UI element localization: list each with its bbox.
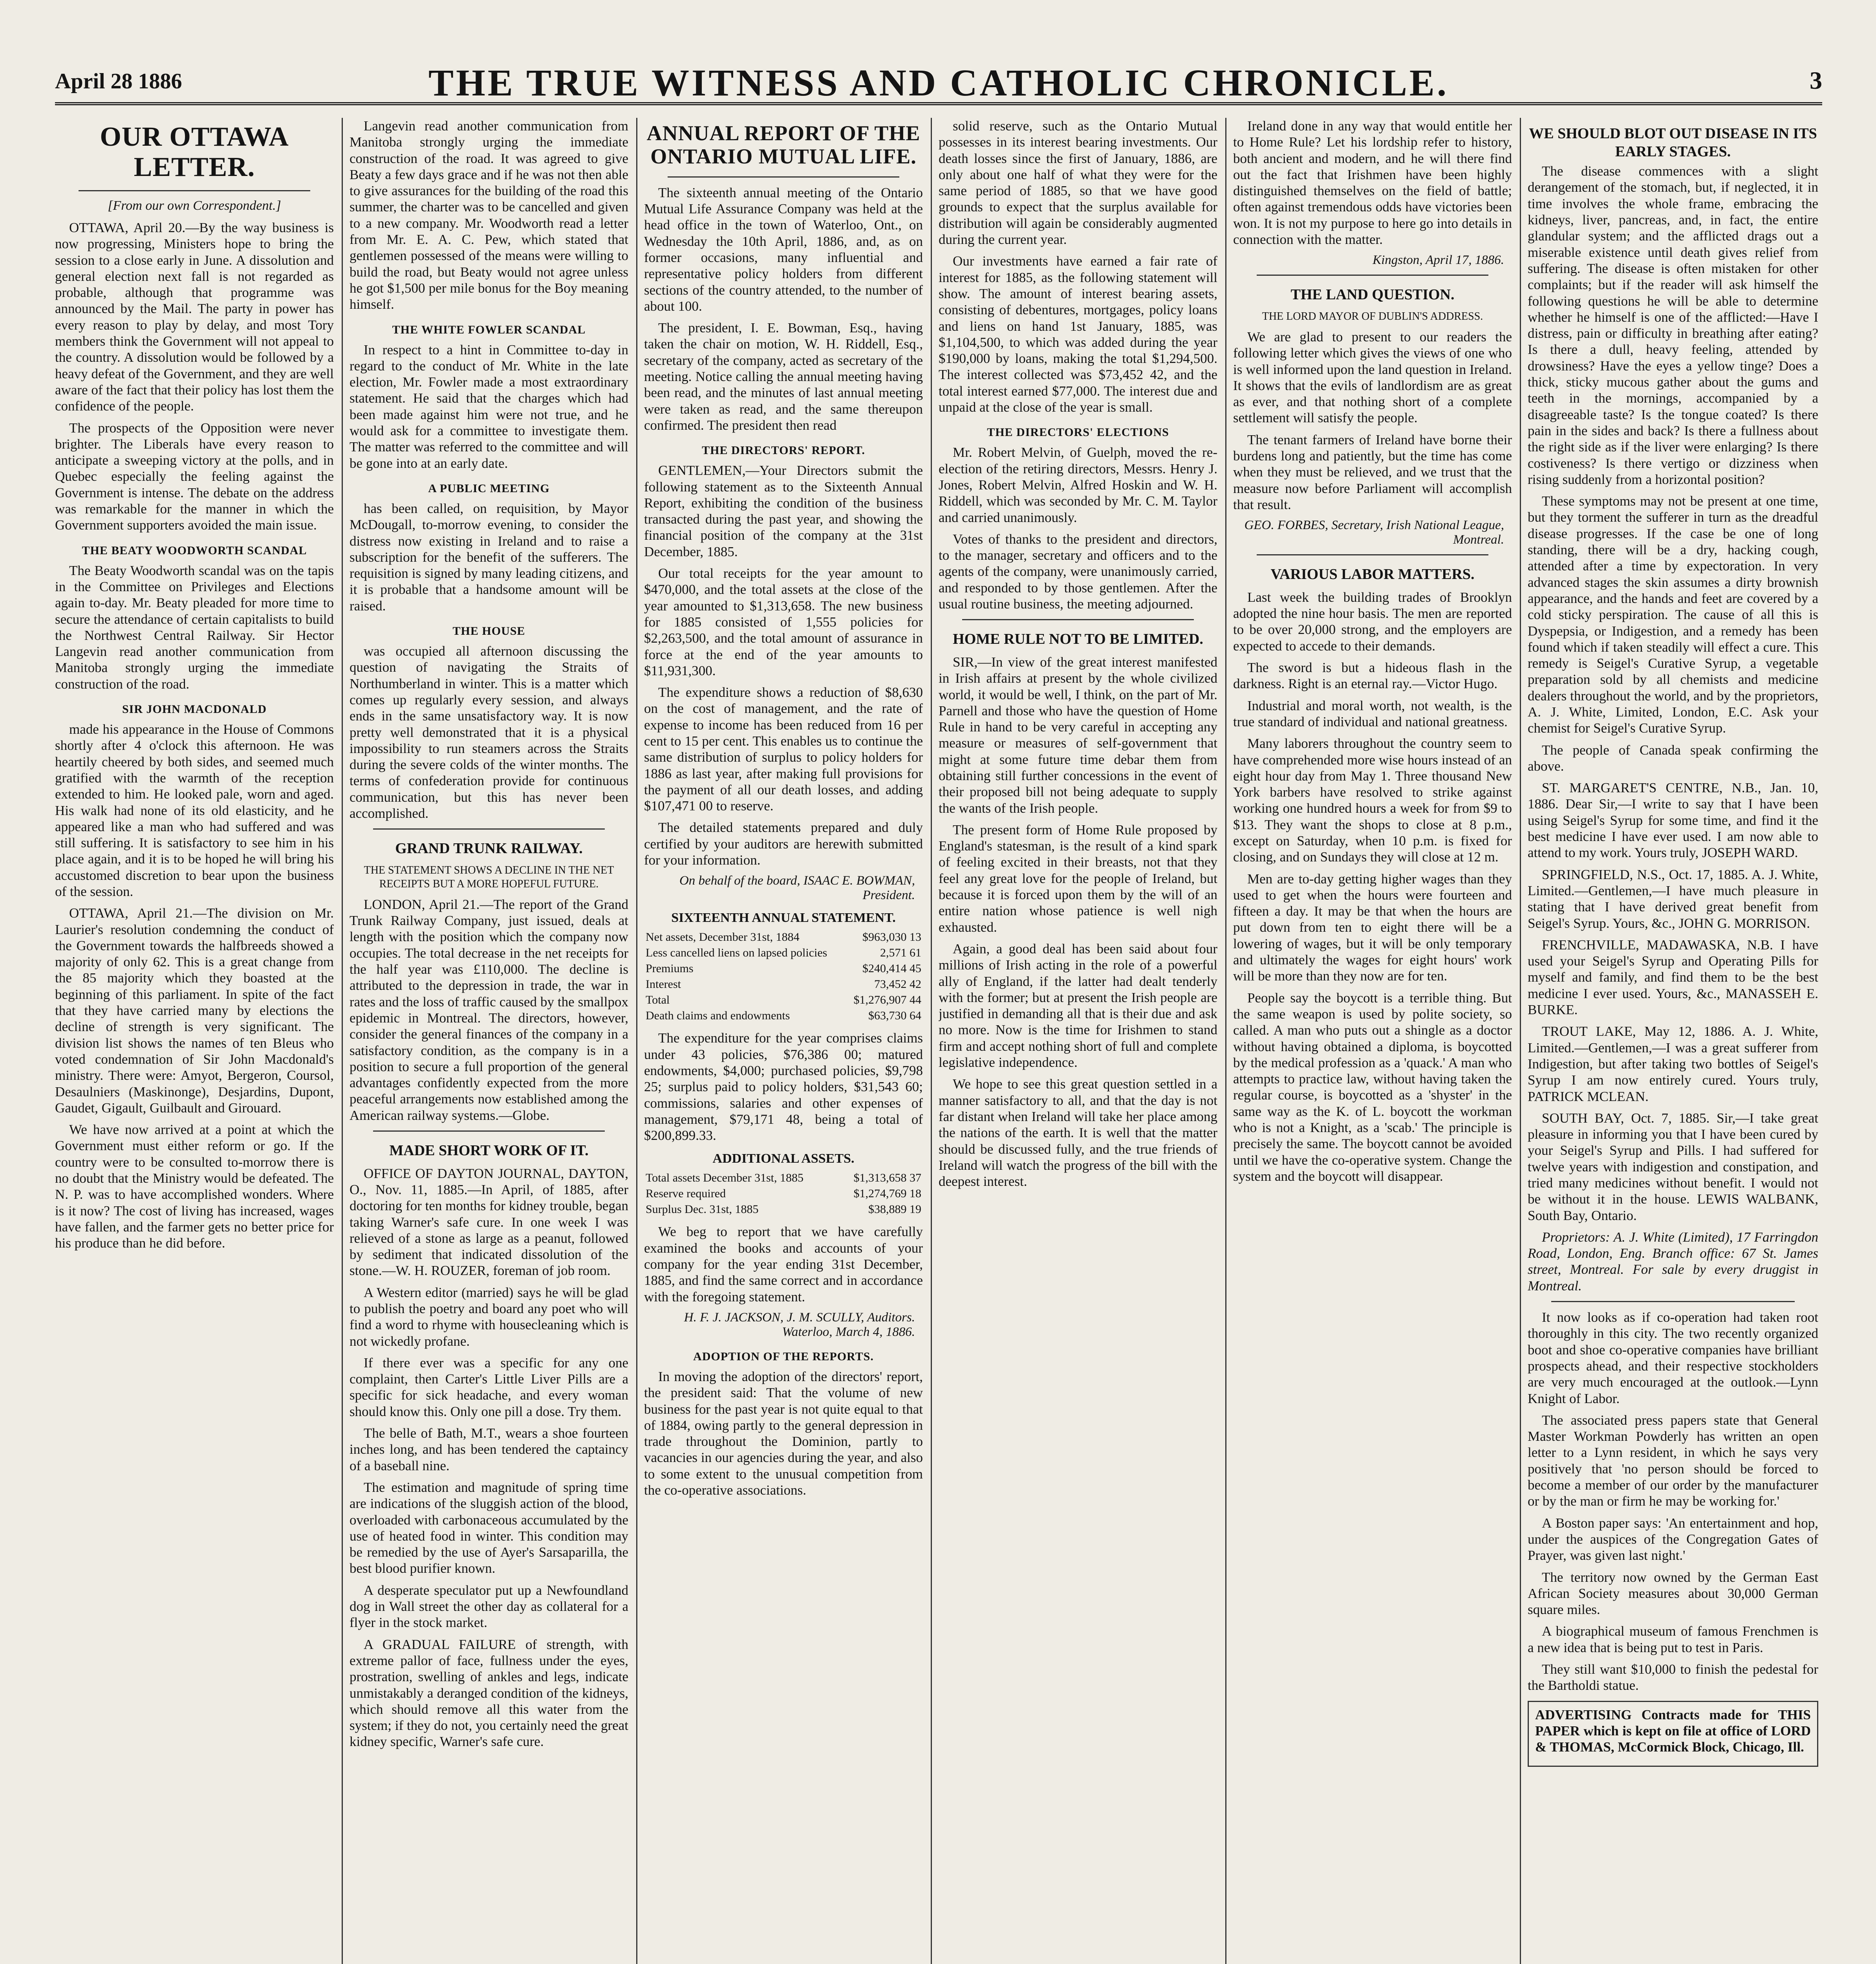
article-paragraph: Mr. Robert Melvin, of Guelph, moved the re-election of the retiring directors, Messrs. Henry J. Jones, Robert Melvin, Alfred Hoskin and W. H. Riddell, which was seconded by Mr. C. M. Taylor and carried unanimously. — [939, 445, 1217, 525]
news-item: The associated press papers state that General Master Workman Powderly has written an open letter to a Lynn resident, in which he says very positively that 'no person should be forced to become a member of our order by the manufacturer or by the man or firm he may be working for.' — [1528, 1412, 1818, 1509]
table-row — [644, 945, 923, 961]
statement-heading: SIXTEENTH ANNUAL STATEMENT. — [671, 911, 896, 925]
article-paragraph: Industrial and moral worth, not wealth, is the true standard of individual and national greatness. — [1233, 698, 1512, 729]
column-6 — [1528, 118, 1818, 1964]
masthead — [55, 59, 1822, 105]
article-paragraph: The expenditure shows a reduction of $8,630 on the cost of management, and the rate of expense to income has been reduced from 16 per cent to 15 per cent. This enables us to continue the same distribution of surplus to policy holders for 1886 as last year, after making full provisions for the payment of all our death losses, and adding $107,471 00 to reserve. — [644, 685, 923, 814]
article-headline: GRAND TRUNK RAILWAY. — [395, 840, 583, 857]
article-paragraph: The prospects of the Opposition were never brighter. The Liberals have every reason to anticipate a sweeping victory at the polls, and in Quebec especially the feeling against the Government is intense. The debate on the address was remarkable for the manner in which the Government supporters avoided the main issue. — [55, 420, 334, 533]
column-rule — [342, 118, 343, 1964]
assets-table — [644, 1170, 923, 1217]
article-paragraph: The sixteenth annual meeting of the Ontario Mutual Life Assurance Company was held at the head office in the town of Waterloo, Ont., on Wednesday the 10th April, 1886, and, as on former occasions, many influential and representative policy holders from different sections of the country attended, to the number of about 100. — [644, 185, 923, 314]
article-headline: HOME RULE NOT TO BE LIMITED. — [953, 631, 1203, 648]
article-paragraph: Our total receipts for the year amount to $470,000, and the total assets at the close of the year amounted to $1,313,658. The new business for 1885 consisted of 1,555 policies for $2,263,500, and the total amount of assurance in force at the end of the year amounts to $11,931,300. — [644, 566, 923, 678]
article-paragraph: If there ever was a specific for any one complaint, then Carter's Little Liver Pills are a specific for sick headache, and every woman should know this. Only one pill a dose. Try them. — [350, 1355, 628, 1419]
divider — [373, 828, 605, 830]
row-amount: $1,313,658 37 — [853, 1171, 921, 1185]
article-paragraph: The Beaty Woodworth scandal was on the tapis in the Committee on Privileges and Elections again to-day. Mr. Beaty pleaded for more time to secure the attendance of certain capitalists to build the Northwest Central Railway. Sir Hector Langevin read another communication from Manitoba strongly urging the immediate construction of the road. — [55, 562, 334, 692]
article-paragraph: We have now arrived at a point at which the Government must either reform or go. If the country were to be consulted to-morrow there is no doubt that the Ministry would be defeated. The N. P. was to have accomplished wonders. Where is it now? The cost of living has increased, wages have fallen, and the farmer gets no better price for his produce than he did before. — [55, 1122, 334, 1251]
column-5 — [1233, 118, 1512, 1964]
article-paragraph: The president, I. E. Bowman, Esq., having taken the chair on motion, W. H. Riddell, Esq., secretary of the company, acted as secretary of the meeting. Notice calling the annual meeting having been read, and the minutes of last annual meeting were taken as read, and the same thereupon confirmed. The president then read — [644, 320, 923, 433]
column-4 — [939, 118, 1217, 1964]
proprietors-notice: Proprietors: A. J. White (Limited), 17 Farringdon Road, London, Eng. Branch office: 67 St. James street, Montreal. For sale by every druggist in Montreal. — [1528, 1229, 1818, 1293]
divider — [1551, 1301, 1795, 1302]
article-paragraph: We hope to see this great question settled in a manner satisfactory to all, and that the day is not far distant when Ireland will take her place among the nations of the earth. It is well that the matter should be discussed fully, and the true friends of Ireland will watch the progress of the bill with the deepest interest. — [939, 1076, 1217, 1189]
testimonial: TROUT LAKE, May 12, 1886. A. J. White, Limited.—Gentlemen,—I was a great sufferer from Indigestion, but after taking two bottles of Seigel's Syrup I am now entirely cured. Yours truly, PATRICK MCLEAN. — [1528, 1024, 1818, 1104]
issue-date: April 28 1886 — [55, 69, 182, 93]
article-paragraph: The present form of Home Rule proposed by England's statesman, is the result of a kind spark of feeling excited in their breasts, not that they feel any great love for the people of Ireland, but because it is forced upon them by the will of an entire nation whose patience is well nigh exhausted. — [939, 822, 1217, 935]
section-subhead: THE HOUSE — [452, 625, 525, 638]
section-subhead: A PUBLIC MEETING — [428, 482, 550, 495]
article-paragraph: has been called, on requisition, by Mayor McDougall, to-morrow evening, to consider the distress now existing in Ireland and to raise a subscription for the benefit of the sufferers. The requisition is signed by many leading citizens, and it is probable that a handsome amount will be raised. — [350, 500, 628, 614]
article-headline: OUR OTTAWA LETTER. — [100, 122, 289, 182]
news-item: They still want $10,000 to finish the pedestal for the Bartholdi statue. — [1528, 1662, 1818, 1693]
table-row — [644, 992, 923, 1008]
article-paragraph: The detailed statements prepared and duly certified by your auditors are herewith submitted for your information. — [644, 820, 923, 868]
row-amount: $63,730 64 — [868, 1009, 921, 1022]
section-subhead: ADOPTION OF THE REPORTS. — [693, 1350, 874, 1363]
news-item: A biographical museum of famous Frenchmen is a new idea that is being put to test in Paris. — [1528, 1623, 1818, 1655]
article-paragraph: was occupied all afternoon discussing the question of navigating the Straits of Northumberland in winter. This is a matter which comes up regularly every session, and always ends in the same unsatisfactory way. It is now pretty well demonstrated that it is a physical impossibility to run steamers across the Straits during the severe colds of the winter months. The terms of confederation provide for continuous communication, but this has never been accomplished. — [350, 643, 628, 821]
article-paragraph: In moving the adoption of the directors' report, the president said: That the volume of new business for the past year is not quite equal to that of 1884, owing partly to the general depression in trade throughout the Dominion, partly to vacancies in our agencies during the year, and also to some extent to the unusual competition from the co-operative associations. — [644, 1369, 923, 1498]
column-3 — [644, 118, 923, 1964]
advertising-notice — [1528, 1701, 1818, 1767]
column-rule — [1225, 118, 1226, 1964]
newspaper-title: THE TRUE WITNESS AND CATHOLIC CHRONICLE. — [428, 62, 1449, 104]
table-row — [644, 1170, 923, 1186]
auditors-signoff: H. F. J. JACKSON, J. M. SCULLY, Auditors. Waterloo, March 4, 1886. — [684, 1310, 915, 1339]
column-2 — [350, 118, 628, 1964]
table-row — [644, 929, 923, 945]
testimonial: SPRINGFIELD, N.S., Oct. 17, 1885. A. J. White, Limited.—Gentlemen,—I have much pleasure in stating that I have derived great benefit from Seigel's Syrup. Yours, &c., JOHN G. MORRISON. — [1528, 867, 1818, 931]
page-number: 3 — [1810, 66, 1822, 94]
advertisement-body: These symptoms may not be present at one time, but they torment the sufferer in turn as the dreadful disease progresses. If the case be one of long standing, there will be a dry, hacking cough, attended after a time by expectoration. In very advanced stages the skin assumes a dirty brownish appearance, and the hands and feet are covered by a cold sticky perspiration. The cause of all this is Dyspepsia, or Indigestion, and a remedy has been found which if taken steadily will effect a cure. This remedy is Seigel's Curative Syrup, a vegetable preparation sold by all chemists and medicine dealers throughout the world, and by the proprietors, A. J. White, Limited, London, E.C. Ask your chemist for Seigel's Curative Syrup. — [1528, 493, 1818, 736]
table-row — [644, 1008, 923, 1024]
advertisement-body: The people of Canada speak confirming the above. — [1528, 742, 1818, 774]
row-label: Reserve required — [646, 1187, 726, 1200]
row-label: Total assets December 31st, 1885 — [646, 1171, 803, 1185]
article-paragraph: solid reserve, such as the Ontario Mutual possesses in its interest bearing investments. Our death losses since the first of January, 1886, are only about one half of what they were for the same period of 1885, so that we have good grounds to expect that the surplus available for distribution will again be considerably augmented during the current year. — [939, 118, 1217, 247]
column-rule — [636, 118, 637, 1964]
advertisement-body: The disease commences with a slight derangement of the stomach, but, if neglected, it in time involves the whole frame, embracing the kidneys, liver, pancreas, and, in fact, the entire glandular system; and the afflicted drags out a miserable existence until death gives relief from suffering. The disease is often mistaken for other complaints; but if the reader will ask himself the following questions he will be able to determine whether he himself is one of the afflicted:—Have I distress, pain or difficulty in breathing after eating? Is there a dull, heavy feeling, attended by drowsiness? Have the eyes a yellow tinge? Does a thick, sticky mucous gather about the gums and teeth in the mornings, accompanied by a disagreeable taste? Is the tongue coated? Is there pain in the sides and back? Is there a fullness about the right side as if the liver were enlarging? Is there costiveness? Is there vertigo or dizziness when rising suddenly from a horizontal position? — [1528, 163, 1818, 487]
row-label: Net assets, December 31st, 1884 — [646, 931, 800, 944]
article-paragraph: Ireland done in any way that would entitle her to Home Rule? Let his lordship refer to history, both ancient and modern, and he will there find out the fact that Irishmen have been highly distinguished themselves on the field of battle; often against tremendous odds have victories been won. It is not my purpose to here go into details in connection with the matter. — [1233, 118, 1512, 247]
article-paragraph: The estimation and magnitude of spring time are indications of the sluggish action of the blood, overloaded with carbonaceous accumulated by the use of heated food in winter. This condition may be remedied by the use of Ayer's Sarsaparilla, the best blood purifier known. — [350, 1479, 628, 1576]
row-label: Less cancelled liens on lapsed policies — [646, 946, 827, 960]
article-paragraph: OTTAWA, April 21.—The division on Mr. Laurier's resolution condemning the conduct of the Government towards the halfbreeds showed a majority of only 62. This is a great change from the 85 majority which they boasted at the beginning of this parliament. In spite of the fact that they have carried many by elections the decline of strength is very significant. The division list shows the names of ten Bleus who voted condemnation of Sir John Macdonald's ministry. There were: Amyot, Bergeron, Coursol, Desaulniers (Maskinonge), Desjardins, Dupont, Gaudet, Gigault, Guilbault and Girouard. — [55, 905, 334, 1116]
table-row — [644, 961, 923, 977]
row-amount: $963,030 13 — [862, 931, 921, 944]
article-deck: THE LORD MAYOR OF DUBLIN'S ADDRESS. — [1262, 310, 1483, 322]
section-subhead: THE WHITE FOWLER SCANDAL — [392, 323, 586, 336]
article-paragraph: The expenditure for the year comprises claims under 43 policies, $76,386 00; matured endowments, $4,000; purchased policies, $9,798 25; surplus paid to policy holders, $31,543 60; commissions, salaries and other expenses of management, $79,171 48, being a total of $200,899.33. — [644, 1030, 923, 1143]
row-amount: 2,571 61 — [880, 946, 921, 960]
article-paragraph: Our investments have earned a fair rate of interest for 1885, as the following statement will show. The amount of interest bearing assets, consisting of debentures, mortgages, policy loans and liens on hand 1st January, 1885, was $1,104,500, to which was added during the year $190,000 by loans, making the total $1,294,500. The interest collected was $73,452 42, and the total interest earned $77,000. The interest due and unpaid at the close of the year is small. — [939, 253, 1217, 415]
article-paragraph: SIR,—In view of the great interest manifested in Irish affairs at present by the whole civilized world, it would be well, I think, on the part of Mr. Parnell and those who have the question of Home Rule in hand to be very careful in accepting any measure or measures of self-government that might at some future time debar them from obtaining still further concessions in the event of their proposed bill not being adequate to supply the wants of the Irish people. — [939, 654, 1217, 816]
article-headline: ANNUAL REPORT OF THE ONTARIO MUTUAL LIFE. — [646, 121, 921, 169]
article-paragraph: GENTLEMEN,—Your Directors submit the following statement as to the Sixteenth Annual Report, exhibiting the condition of the business transacted during the past year, and showing the financial position of the company at the 31st December, 1885. — [644, 463, 923, 559]
news-item: It now looks as if co-operation had taken root thoroughly in this city. The two recently organized boot and shoe co-operative companies have brilliant prospects ahead, and their respective stockholders are very much encouraged at the outlook.—Lynn Knight of Labor. — [1528, 1310, 1818, 1406]
news-item: The territory now owned by the German East African Society measures about 30,000 German square miles. — [1528, 1569, 1818, 1618]
row-amount: $1,276,907 44 — [853, 993, 921, 1007]
table-row — [644, 1186, 923, 1202]
testimonial: FRENCHVILLE, MADAWASKA, N.B. I have used your Seigel's Syrup and Operating Pills for myself and family, and find them to be the best medicine I ever used. Yours, &c., MANASSEH E. BURKE. — [1528, 937, 1818, 1018]
article-paragraph: OFFICE OF DAYTON JOURNAL, DAYTON, O., Nov. 11, 1885.—In April, of 1885, after doctoring for ten months for kidney trouble, began taking Warner's safe cure. In one week I was relieved of a stone as large as a peanut, followed by sediment that indicated dissolution of the stone.—W. H. ROUZER, foreman of job room. — [350, 1165, 628, 1279]
table-row — [644, 1202, 923, 1217]
row-amount: $38,889 19 — [868, 1203, 921, 1216]
financial-statement-table — [644, 929, 923, 1024]
article-deck: THE STATEMENT SHOWS A DECLINE IN THE NET RECEIPTS BUT A MORE HOPEFUL FUTURE. — [364, 864, 614, 890]
divider — [1257, 554, 1488, 555]
section-subhead: THE DIRECTORS' ELECTIONS — [987, 426, 1169, 439]
article-paragraph: A Western editor (married) says he will be glad to publish the poetry and board any poet who will find a word to rhyme with housecleaning which is not wickedly profane. — [350, 1284, 628, 1349]
row-label: Death claims and endowments — [646, 1009, 790, 1022]
column-1 — [55, 118, 334, 1964]
divider — [1257, 275, 1488, 276]
article-paragraph: Men are to-day getting higher wages than they used to get when the hours were fourteen and fifteen a day. It may be that when the hours are put down from ten to eight there will be a lowering of wages, but it will be only temporary and ultimately the wages for eight hours' work will be more than they now are for ten. — [1233, 871, 1512, 984]
divider — [668, 176, 899, 178]
column-rule — [1520, 118, 1521, 1964]
row-label: Surplus Dec. 31st, 1885 — [646, 1203, 759, 1216]
article-paragraph: Last week the building trades of Brooklyn adopted the nine hour basis. The men are reported to be over 20,000 strong, and the employers are expected to accede to their demands. — [1233, 589, 1512, 654]
row-label: Total — [646, 993, 670, 1007]
article-paragraph: The belle of Bath, M.T., wears a shoe fourteen inches long, and has been tendered the captaincy of a baseball nine. — [350, 1425, 628, 1473]
article-paragraph: People say the boycott is a terrible thing. But the same weapon is used by polite society, so called. A man who puts out a shingle as a doctor without having obtained a diploma, is boycotted by the medical profession as a 'quack.' A man who attempts to practice law, without having taken the regular course, is boycotted as a 'shyster' in the same way as the K. of L. boycott the workman who is not a Knight, as a 'scab.' The principle is precisely the same. The boycott cannot be avoided until we have the co-operative system. Change the system and the boycott will disappear. — [1233, 990, 1512, 1184]
article-paragraph: We beg to report that we have carefully examined the books and accounts of your company for the year ending 31st December, 1885, and find the same correct and in accordance with the foregoing statement. — [644, 1224, 923, 1304]
report-signoff: On behalf of the board, ISAAC E. BOWMAN, President. — [679, 874, 915, 903]
advertising-notice-text: ADVERTISING Contracts made for THIS PAPER which is kept on file at office of LORD & THOMAS, McCormick Block, Chicago, Ill. — [1535, 1707, 1811, 1755]
article-paragraph: In respect to a hint in Committee to-day in regard to the conduct of Mr. White in the late election, Mr. Fowler made a most extraordinary statement. He said that the charges which had been made against him were not true, and he would ask for a committee to investigate them. The matter was referred to the committee and will be gone into at an early date. — [350, 342, 628, 471]
article-paragraph: Votes of thanks to the president and directors, to the manager, secretary and officers and to the agents of the company, were unanimously carried, and responded to by those gentlemen. After the usual routine business, the meeting adjourned. — [939, 531, 1217, 612]
table-row — [644, 977, 923, 992]
letter-signoff: GEO. FORBES, Secretary, Irish National League, Montreal. — [1244, 518, 1504, 547]
divider — [79, 190, 310, 191]
article-paragraph: We are glad to present to our readers the following letter which gives the views of one who is well informed upon the land question in Ireland. It shows that the evils of landlordism are as great as ever, and that nothing short of a complete settlement will satisfy the people. — [1233, 329, 1512, 426]
article-paragraph: OTTAWA, April 20.—By the way business is now progressing, Ministers hope to bring the session to a close early in June. A dissolution and general election next fall is not regarded as probable, although that programme was announced by the Mail. The party in power has every reason to play by delay, and most Tory members think the Government will not appeal to the country. A dissolution would be followed by a heavy defeat of the Government, and they are well aware of the fact that their policy has lost them the confidence of the people. — [55, 220, 334, 414]
advertisement-headline: WE SHOULD BLOT OUT DISEASE IN ITS EARLY STAGES. — [1529, 125, 1817, 160]
testimonial: SOUTH BAY, Oct. 7, 1885. Sir,—I take great pleasure in informing you that I have been cured by your Seigel's Syrup and Pills. I had suffered for twelve years with indigestion and constipation, and tried many medicines without benefit. I would not be without it in the house. LEWIS WALBANK, South Bay, Ontario. — [1528, 1110, 1818, 1223]
article-paragraph: LONDON, April 21.—The report of the Grand Trunk Railway Company, just issued, deals at length with the position which the company now occupies. The total decrease in the net receipts for the half year was £110,000. The decline is attributed to the depression in trade, the war in rates and the loss of traffic caused by the smallpox epidemic in Montreal. The directors, however, consider the general finances of the company in a satisfactory condition, as the company is in a position to secure a full proportion of the general advantages confidently expected from the more peaceful arrangements now established among the American railway systems.—Globe. — [350, 896, 628, 1123]
section-subhead: SIR JOHN MACDONALD — [122, 703, 267, 716]
row-amount: 73,452 42 — [874, 978, 921, 991]
column-rule — [931, 118, 932, 1964]
divider — [373, 1130, 605, 1132]
news-item: A Boston paper says: 'An entertainment and hop, under the auspices of the Congregation Gates of Prayer, was given last night.' — [1528, 1515, 1818, 1563]
article-paragraph: The sword is but a hideous flash in the darkness. Right is an eternal ray.—Victor Hugo. — [1233, 660, 1512, 692]
article-paragraph: made his appearance in the House of Commons shortly after 4 o'clock this afternoon. He was heartily cheered by both sides, and seemed much gratified with the warmth of the reception extended to him. He looked pale, worn and aged. His walk had none of its old elasticity, and he appeared like a man who had suffered and was still suffering. It is satisfactory to see him in his place again, and it is to be hoped he will bring his accustomed discretion to bear upon the business of the session. — [55, 722, 334, 899]
section-subhead: THE BEATY WOODWORTH SCANDAL — [82, 544, 307, 557]
article-paragraph: A GRADUAL FAILURE of strength, with extreme pallor of face, fullness under the eyes, prostration, swelling of ankles and legs, indicate unmistakably a deranged condition of the kidneys, which should remove all this water from the system; if they do not, you certainly need the great kidney specific, Warner's safe cure. — [350, 1636, 628, 1750]
testimonial: ST. MARGARET'S CENTRE, N.B., Jan. 10, 1886. Dear Sir,—I write to say that I have been using Seigel's Syrup for some time, and find it the best medicine I have ever used. I am now able to attend to my work. Yours truly, JOSEPH WARD. — [1528, 780, 1818, 861]
article-headline: THE LAND QUESTION. — [1290, 286, 1455, 303]
row-amount: $240,414 45 — [862, 962, 921, 975]
row-amount: $1,274,769 18 — [853, 1187, 921, 1200]
article-paragraph: A desperate speculator put up a Newfoundland dog in Wall street the other day as collateral for a flyer in the stock market. — [350, 1582, 628, 1631]
article-paragraph: Many laborers throughout the country seem to have comprehended more wise hours instead of an eight hour day from May 1. Three thousand New York barbers have resolved to strike against working one hundred hours a week for from $9 to $13. They want the shops to close at 8 p.m., except on Saturday, when 10 p.m. is fixed for closing, and on Sundays they will close at 12 m. — [1233, 736, 1512, 865]
article-paragraph: Langevin read another communication from Manitoba strongly urging the immediate construction of the road. It was agreed to give Beaty a few days grace and if he was not then able to give assurances for the building of the road this summer, the charter was to be cancelled and given to a new company. Mr. Woodworth read a letter from Mr. E. A. C. Pew, which stated that gentlemen possessed of the means were willing to build the road, but Beaty would not agree unless he got $1,500 per mile bonus for the Boy meaning himself. — [350, 118, 628, 312]
article-byline: [From our own Correspondent.] — [108, 198, 281, 213]
article-headline: VARIOUS LABOR MATTERS. — [1270, 566, 1475, 583]
statement-heading: ADDITIONAL ASSETS. — [712, 1151, 855, 1166]
row-label: Interest — [646, 978, 681, 991]
divider — [962, 619, 1194, 620]
article-paragraph: Again, a good deal has been said about four millions of Irish acting in the role of a powerful ally of England, if the latter had dealt tenderly with the former; but at present the Irish people are justified in demanding all that is their due and ask no more. Now is the time for Irishmen to stand firm and accept nothing short of full and complete legislative independence. — [939, 941, 1217, 1070]
article-paragraph: The tenant farmers of Ireland have borne their burdens long and patiently, but the time has come when they must be relieved, and we trust that the measure now before Parliament will accomplish that result. — [1233, 432, 1512, 512]
row-label: Premiums — [646, 962, 694, 975]
section-subhead: THE DIRECTORS' REPORT. — [702, 444, 865, 457]
letter-signoff: Kingston, April 17, 1886. — [1373, 253, 1504, 267]
article-headline: MADE SHORT WORK OF IT. — [389, 1142, 589, 1159]
